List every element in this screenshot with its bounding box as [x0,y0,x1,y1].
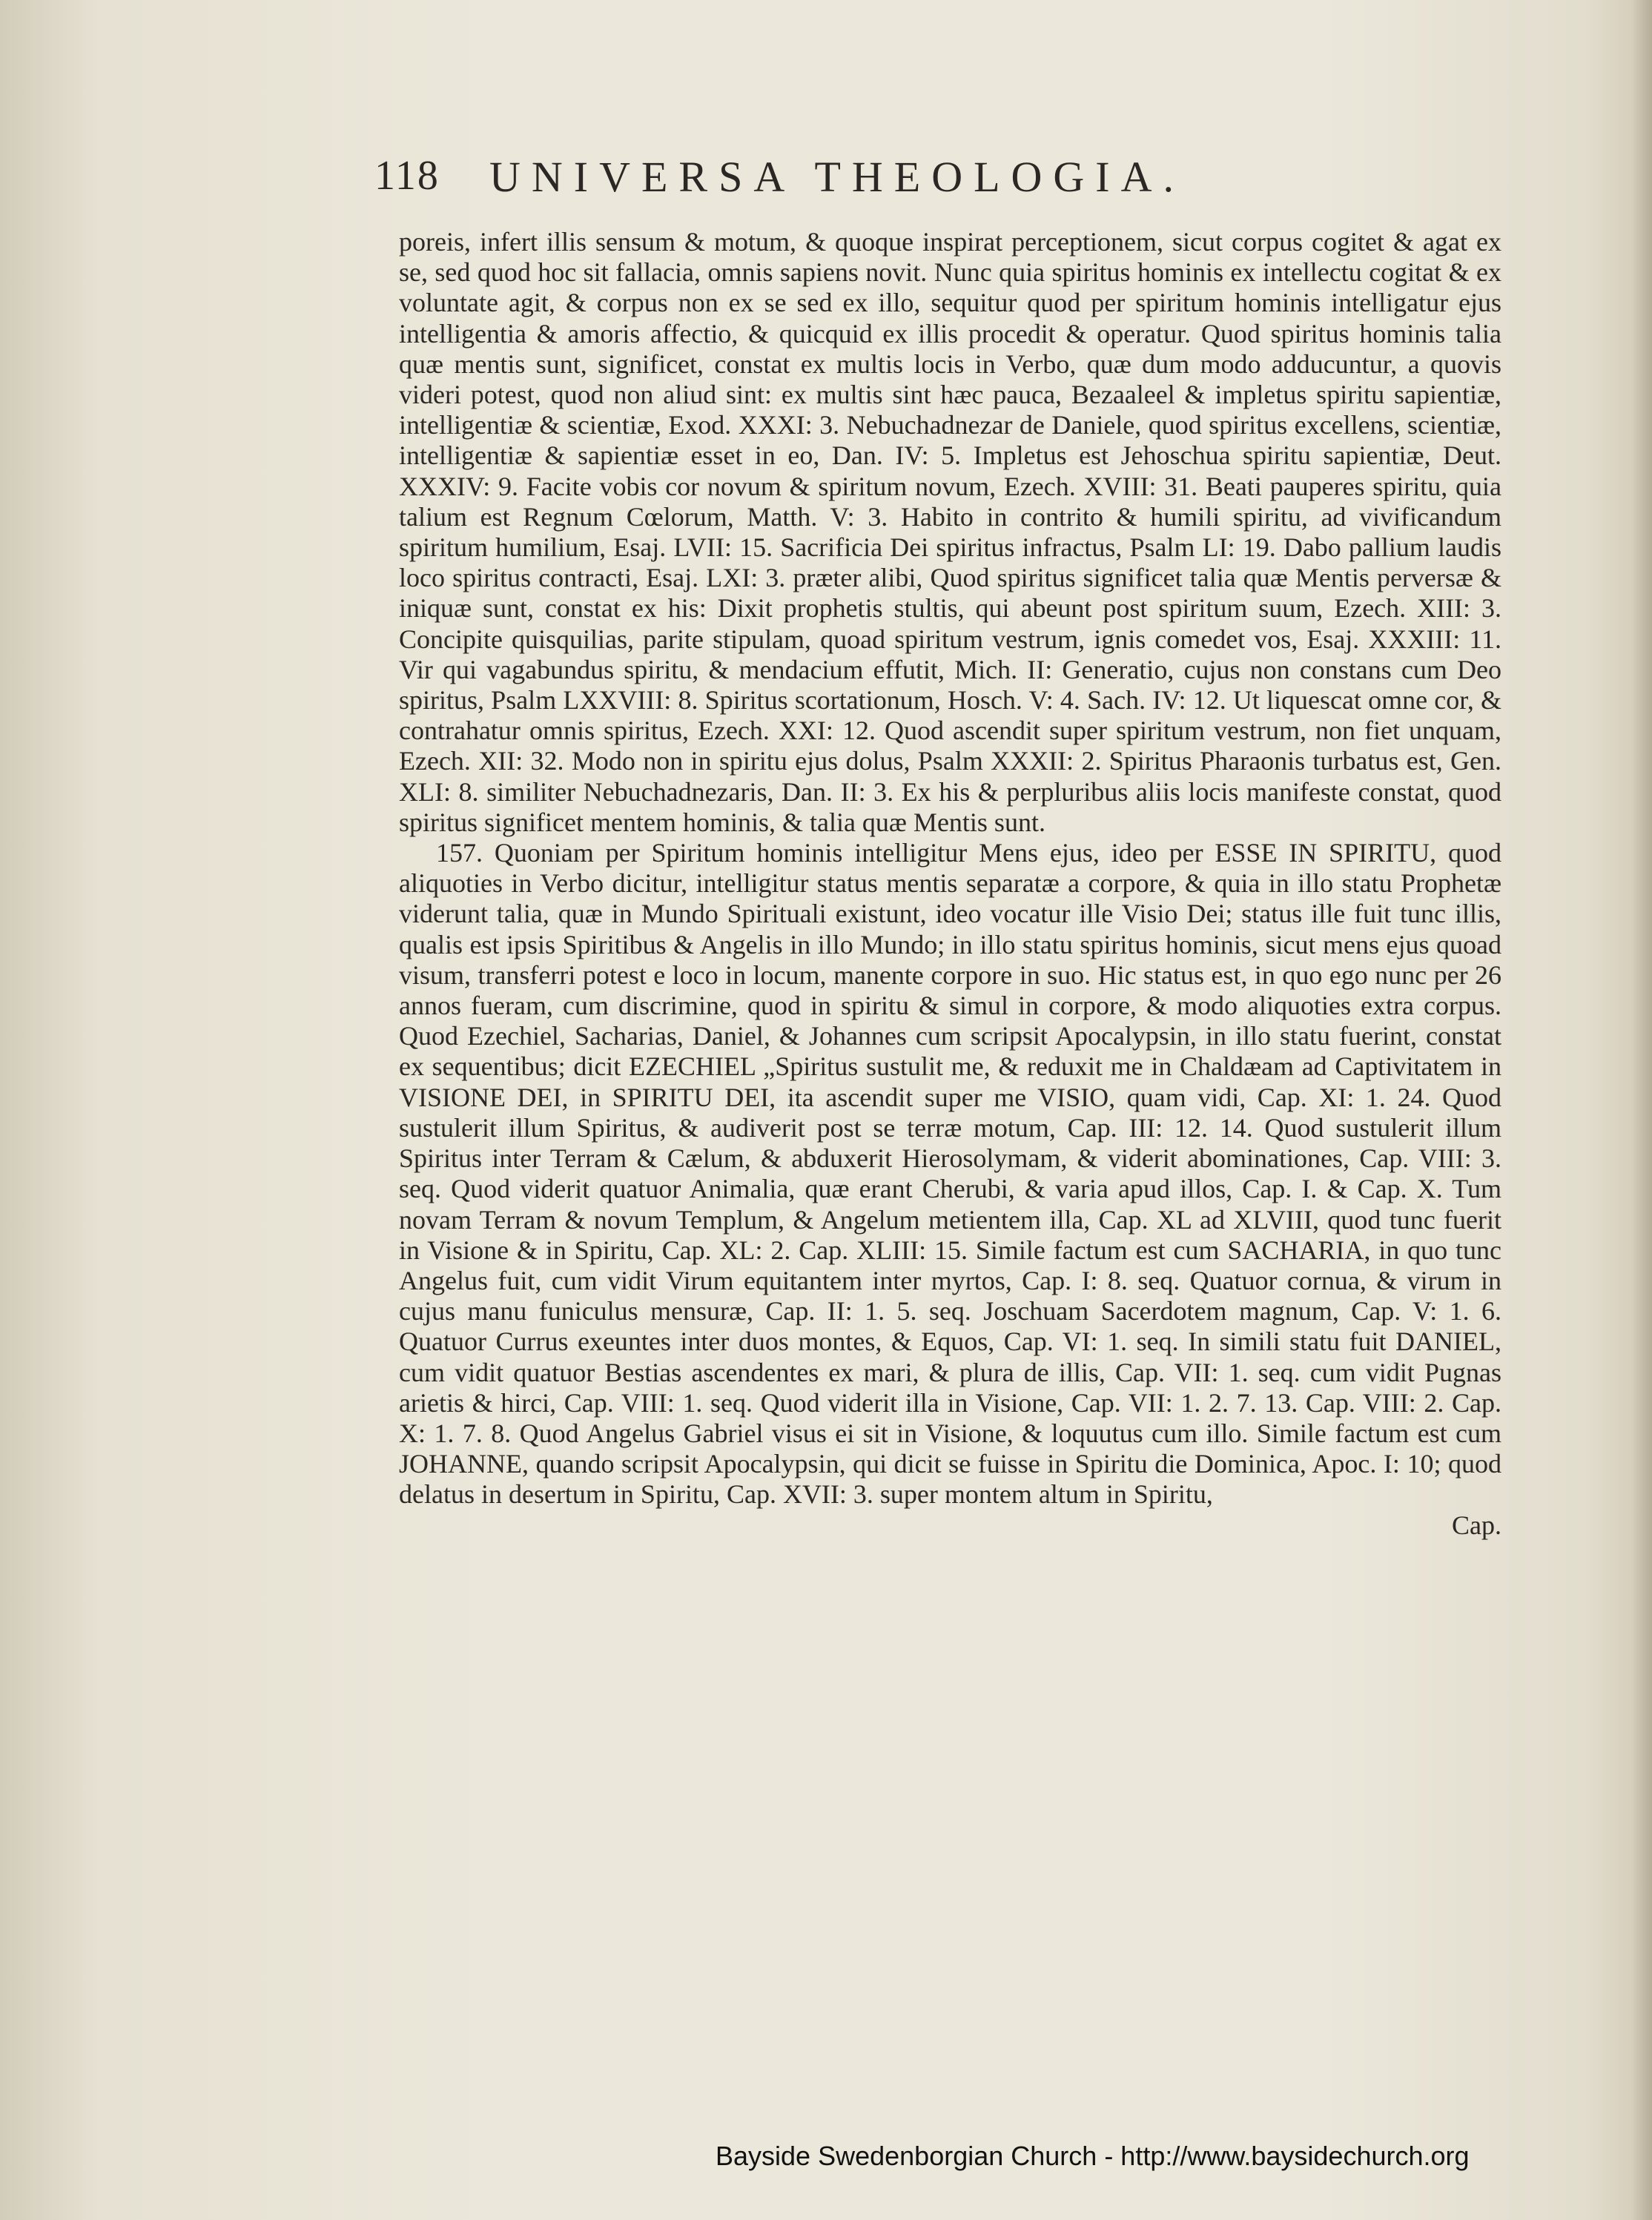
running-head: UNIVERSA THEOLOGIA. [489,153,1186,201]
watermark-credit: Bayside Swedenborgian Church - http://www.baysidechurch.org [716,2141,1470,2171]
page-header [374,152,1387,219]
page-body [399,227,1501,1541]
continuation-paragraph: poreis, infert illis sensum & motum, & quoque inspirat perceptionem, sicut corpus cogitet & agat ex se, sed quod hoc sit fallacia, omnis sapiens novit. Nunc quia spiritus hominis ex intellectu cogitat & ex voluntate agit, & corpus non ex se sed ex illo, sequitur quod per spiritum hominis intelligatur ejus intelligentia & amoris affectio, & quicquid ex illis procedit & operatur. Quod spiritus hominis talia quæ mentis sunt, significet, constat ex multis locis in Verbo, quæ dum modo adducuntur, a quovis videri potest, quod non aliud sint: ex multis sint hæc pauca, Bezaaleel & impletus spiritu sapientiæ, intelligentiæ & scientiæ, Exod. XXXI: 3. Nebuchadnezar de Daniele, quod spiritus excellens, scientiæ, intelligentiæ & sapientiæ esset in eo, Dan. IV: 5. Impletus est Jehoschua spiritu sapientiæ, Deut. XXXIV: 9. Facite vobis cor novum & spiritum novum, Ezech. XVIII: 31. Beati pauperes spiritu, quia talium est Regnum Cœlorum, Matth. V: 3. Habito in contrito & humili spiritu, ad vivificandum spiritum humilium, Esaj. LVII: 15. Sacrificia Dei spiritus infractus, Psalm LI: 19. Dabo pallium laudis loco spiritus contracti, Esaj. LXI: 3. præter alibi, Quod spiritus significet talia quæ Mentis perversæ & iniquæ sunt, constat ex his: Dixit prophetis stultis, qui abeunt post spiritum suum, Ezech. XIII: 3. Concipite quisquilias, parite stipulam, quoad spiritum vestrum, ignis comedet vos, Esaj. XXXIII: 11. Vir qui vagabundus spiritu, & mendacium effutit, Mich. II: Generatio, cujus non constans cum Deo spiritus, Psalm LXXVIII: 8. Spiritus scortationum, Hosch. V: 4. Sach. IV: 12. Ut liquescat omne cor, & contrahatur omnis spiritus, Ezech. XXI: 12. Quod ascendit super spiritum vestrum, non fiet unquam, Ezech. XII: 32. Modo non in spiritu ejus dolus, Psalm XXXII: 2. Spiritus Pharaonis turbatus est, Gen. XLI: 8. similiter Nebuchadnezaris, Dan. II: 3. Ex his & perpluribus aliis locis manifeste constat, quod spiritus significet mentem hominis, & talia quæ Mentis sunt. [399,227,1501,837]
paragraph-157: 157. Quoniam per Spiritum hominis intelligitur Mens ejus, ideo per ESSE IN SPIRITU, quod aliquoties in Verbo dicitur, intelligitur status mentis separatæ a corpore, & quia in illo statu Prophetæ viderunt talia, quæ in Mundo Spirituali existunt, ideo vocatur ille Visio Dei; status ille fuit tunc illis, qualis est ipsis Spiritibus & Angelis in illo Mundo; in illo statu spiritus hominis, sicut mens ejus quoad visum, transferri potest e loco in locum, manente corpore in suo. Hic status est, in quo ego nunc per 26 annos fueram, cum discrimine, quod in spiritu & simul in corpore, & modo aliquoties extra corpus. Quod Ezechiel, Sacharias, Daniel, & Johannes cum scripsit Apocalypsin, in illo statu fuerint, constat ex sequentibus; dicit EZECHIEL „Spiritus sustulit me, & reduxit me in Chaldæam ad Captivitatem in VISIONE DEI, in SPIRITU DEI, ita ascendit super me VISIO, quam vidi, Cap. XI: 1. 24. Quod sustulerit illum Spiritus, & audiverit post se terræ motum, Cap. III: 12. 14. Quod sustulerit illum Spiritus inter Terram & Cælum, & abduxerit Hierosolymam, & viderit abominationes, Cap. VIII: 3. seq. Quod viderit quatuor Animalia, quæ erant Cherubi, & varia apud illos, Cap. I. & Cap. X. Tum novam Terram & novum Templum, & Angelum metientem illa, Cap. XL ad XLVIII, quod tunc fuerit in Visione & in Spiritu, Cap. XL: 2. Cap. XLIII: 15. Simile factum est cum SACHARIA, in quo tunc Angelus fuit, cum vidit Virum equitantem inter myrtos, Cap. I: 8. seq. Quatuor cornua, & virum in cujus manu funiculus mensuræ, Cap. II: 1. 5. seq. Joschuam Sacerdotem magnum, Cap. V: 1. 6. Quatuor Currus exeuntes inter duos montes, & Equos, Cap. VI: 1. seq. In simili statu fuit DANIEL, cum vidit quatuor Bestias ascendentes ex mari, & plura de illis, Cap. VII: 1. seq. cum vidit Pugnas arietis & hirci, Cap. VIII: 1. seq. Quod viderit illa in Visione, Cap. VII: 1. 2. 7. 13. Cap. VIII: 2. Cap. X: 1. 7. 8. Quod Angelus Gabriel visus ei sit in Visione, & loquutus cum illo. Simile factum est cum JOHANNE, quando scripsit Apocalypsin, qui dicit se fuisse in Spiritu die Dominica, Apoc. I: 10; quod delatus in desertum in Spiritu, Cap. XVII: 3. super montem altum in Spiritu, [399,838,1501,1510]
page-number: 118 [374,153,440,199]
catchword: Cap. [1452,1510,1501,1540]
